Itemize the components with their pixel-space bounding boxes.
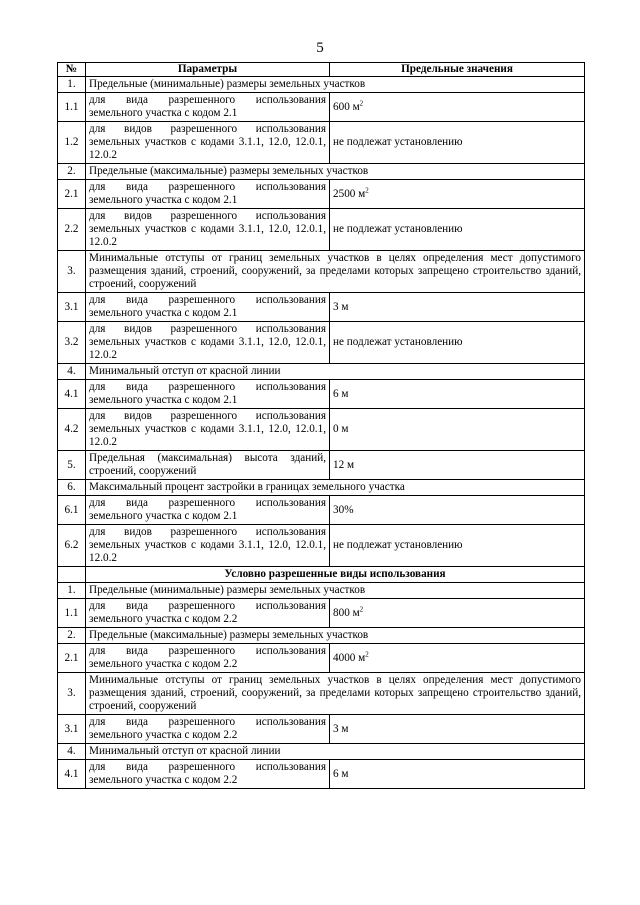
table-row — [58, 525, 585, 567]
value-text: 600 м — [333, 100, 360, 113]
parameter-cell: для вида разрешенного использования земельного участка с кодом 2.1 — [86, 180, 330, 209]
value-cell — [330, 122, 585, 164]
table-row — [58, 496, 585, 525]
row-number: 3. — [58, 673, 86, 715]
value-cell — [330, 93, 585, 122]
parameter-cell: для видов разрешенного использования земельных участков с кодами 3.1.1, 12.0, 12.0.1, 12.0.2 — [86, 122, 330, 164]
value-cell — [330, 644, 585, 673]
row-number: 1.2 — [58, 122, 86, 164]
value-text: 3 м — [333, 300, 349, 313]
group-parameter: Предельные (максимальные) размеры земельных участков — [86, 164, 585, 180]
value-text: не подлежат установлению — [333, 336, 463, 348]
value-text: не подлежат установлению — [333, 136, 463, 148]
row-number: 5. — [58, 451, 86, 480]
table-row — [58, 322, 585, 364]
value-cell — [330, 209, 585, 251]
value-text: не подлежат установлению — [333, 539, 463, 551]
value-text: 6 м — [333, 767, 349, 780]
row-number: 1.1 — [58, 599, 86, 628]
table-row — [58, 251, 585, 293]
table-body — [58, 77, 585, 789]
value-superscript: 2 — [359, 604, 364, 613]
row-number: 4.2 — [58, 409, 86, 451]
table-row — [58, 409, 585, 451]
page-number: 5 — [316, 40, 324, 56]
parameter-cell: для вида разрешенного использования земельного участка с кодом 2.1 — [86, 496, 330, 525]
group-parameter: Предельные (минимальные) размеры земельных участков — [86, 583, 585, 599]
row-number: 6.2 — [58, 525, 86, 567]
group-parameter: Максимальный процент застройки в границах земельного участка — [86, 480, 585, 496]
section-header-row — [58, 567, 585, 583]
row-number: 6. — [58, 480, 86, 496]
header-number: № — [58, 63, 86, 77]
parameters-table — [57, 62, 585, 789]
parameter-cell: для видов разрешенного использования земельных участков с кодами 3.1.1, 12.0, 12.0.1, 12.0.2 — [86, 525, 330, 567]
value-text: 30% — [333, 503, 354, 516]
table-row — [58, 715, 585, 744]
value-cell — [330, 496, 585, 525]
value-cell — [330, 293, 585, 322]
table-row — [58, 644, 585, 673]
table-row — [58, 480, 585, 496]
value-superscript: 2 — [365, 185, 369, 194]
value-cell — [330, 715, 585, 744]
parameter-cell: для вида разрешенного использования земельного участка с кодом 2.1 — [86, 93, 330, 122]
row-number: 1.1 — [58, 93, 86, 122]
parameter-cell: для вида разрешенного использования земельного участка с кодом 2.1 — [86, 293, 330, 322]
value-text: не подлежат установлению — [333, 223, 463, 235]
value-cell — [330, 760, 585, 789]
value-cell — [330, 451, 585, 480]
value-text: 12 м — [333, 458, 355, 471]
group-parameter: Минимальный отступ от красной линии — [86, 364, 585, 380]
value-text: 800 м — [333, 606, 360, 619]
row-number: 3.1 — [58, 715, 86, 744]
row-number: 4. — [58, 744, 86, 760]
section-number-cell — [58, 567, 86, 583]
value-cell — [330, 409, 585, 451]
header-limit-values: Предельные значения — [330, 63, 585, 77]
table-row — [58, 380, 585, 409]
parameter-cell: для вида разрешенного использования земельного участка с кодом 2.2 — [86, 715, 330, 744]
value-text: 0 м — [333, 423, 349, 435]
table-row — [58, 77, 585, 93]
parameter-cell: Предельная (максимальная) высота зданий, строений, сооружений — [86, 451, 330, 480]
value-text: 4000 м — [333, 651, 366, 664]
value-text: 2500 м — [333, 187, 366, 200]
parameter-cell: для вида разрешенного использования земельного участка с кодом 2.2 — [86, 644, 330, 673]
table-row — [58, 583, 585, 599]
value-cell — [330, 599, 585, 628]
table-header-row — [58, 63, 585, 77]
value-text: 3 м — [333, 722, 349, 735]
group-parameter: Предельные (минимальные) размеры земельных участков — [86, 77, 585, 93]
value-cell — [330, 380, 585, 409]
table-row — [58, 93, 585, 122]
table-row — [58, 164, 585, 180]
table-row — [58, 599, 585, 628]
header-parameters: Параметры — [86, 63, 330, 77]
group-parameter: Предельные (максимальные) размеры земельных участков — [86, 628, 585, 644]
table-row — [58, 209, 585, 251]
value-superscript: 2 — [365, 649, 369, 658]
group-parameter: Минимальные отступы от границ земельных участков в целях определения мест допустимого размещения зданий, строений, сооружений, за пределами которых запрещено строительство зданий, строений, сооружений — [86, 251, 585, 293]
value-cell — [330, 525, 585, 567]
table-row — [58, 673, 585, 715]
row-number: 2.1 — [58, 180, 86, 209]
row-number: 6.1 — [58, 496, 86, 525]
table-row — [58, 628, 585, 644]
parameter-cell: для вида разрешенного использования земельного участка с кодом 2.1 — [86, 380, 330, 409]
parameter-cell: для вида разрешенного использования земельного участка с кодом 2.2 — [86, 760, 330, 789]
group-parameter: Минимальный отступ от красной линии — [86, 744, 585, 760]
parameter-cell: для вида разрешенного использования земельного участка с кодом 2.2 — [86, 599, 330, 628]
value-text: 6 м — [333, 387, 349, 400]
parameter-cell: для видов разрешенного использования земельных участков с кодами 3.1.1, 12.0, 12.0.1, 12.0.2 — [86, 209, 330, 251]
row-number: 4. — [58, 364, 86, 380]
row-number: 4.1 — [58, 380, 86, 409]
table-row — [58, 760, 585, 789]
table-row — [58, 293, 585, 322]
section-title: Условно разрешенные виды использования — [86, 567, 585, 583]
parameter-cell: для видов разрешенного использования земельных участков с кодами 3.1.1, 12.0, 12.0.1, 12.0.2 — [86, 409, 330, 451]
value-cell — [330, 180, 585, 209]
row-number: 2.1 — [58, 644, 86, 673]
row-number: 2.2 — [58, 209, 86, 251]
group-parameter: Минимальные отступы от границ земельных участков в целях определения мест допустимого размещения зданий, строений, сооружений, за пределами которых запрещено строительство зданий, строений, сооружений — [86, 673, 585, 715]
table-row — [58, 122, 585, 164]
parameter-cell: для видов разрешенного использования земельных участков с кодами 3.1.1, 12.0, 12.0.1, 12.0.2 — [86, 322, 330, 364]
table-row — [58, 744, 585, 760]
row-number: 4.1 — [58, 760, 86, 789]
row-number: 3.1 — [58, 293, 86, 322]
table-row — [58, 451, 585, 480]
row-number: 2. — [58, 164, 86, 180]
table-row — [58, 180, 585, 209]
row-number: 2. — [58, 628, 86, 644]
row-number: 1. — [58, 77, 86, 93]
row-number: 3.2 — [58, 322, 86, 364]
value-cell — [330, 322, 585, 364]
value-superscript: 2 — [359, 98, 364, 107]
row-number: 1. — [58, 583, 86, 599]
row-number: 3. — [58, 251, 86, 293]
table-row — [58, 364, 585, 380]
